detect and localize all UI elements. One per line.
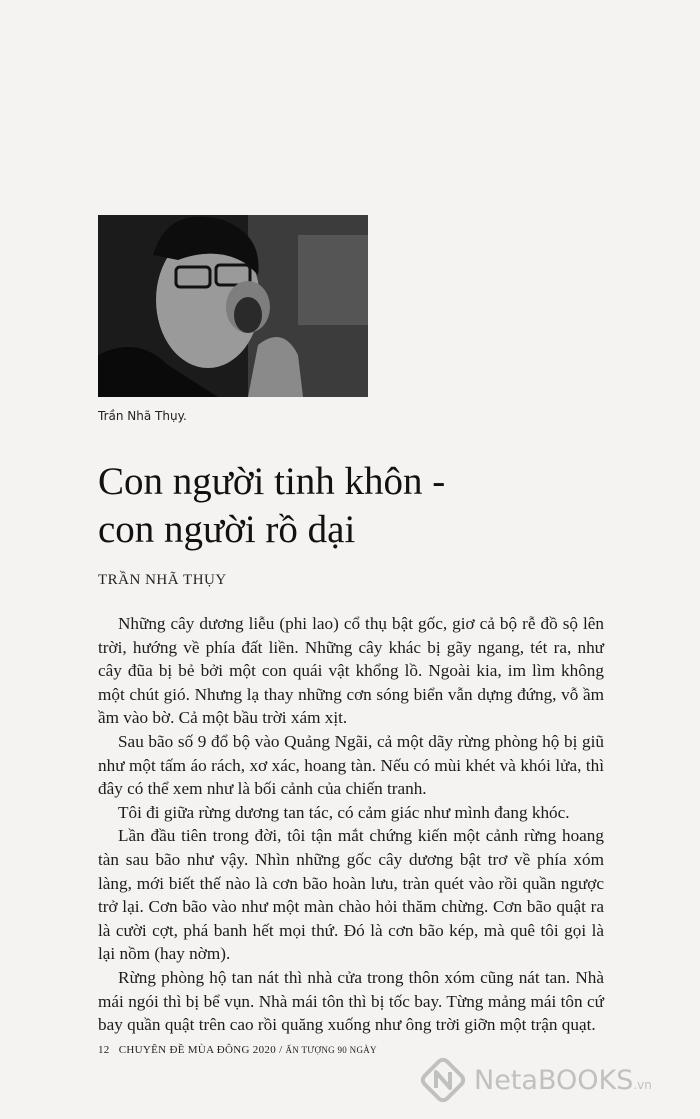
- author-byline: TRẦN NHÃ THỤY: [98, 572, 227, 588]
- paragraph: Lần đầu tiên trong đời, tôi tận mắt chứng kiến một cảnh rừng hoang tàn sau bão như vậy. Nhìn những gốc cây dương bật trơ về phía xóm làng, mới biết thế nào là cơn bão hoàn lưu, tràn quét vào rồi quần ngược trở lại. Cơn bão vào như một màn chào hỏi thăm chừng. Cơn bão quật ra là cười cợt, phá banh hết mọi thứ. Đó là cơn bão kép, mà quê tôi gọi là lại nồm (hay nờm).: [98, 826, 604, 964]
- article-body: [98, 612, 604, 1037]
- footer-separator: /: [279, 1044, 283, 1056]
- page-footer: [98, 1044, 377, 1056]
- publication-subtitle: ẤN TƯỢNG 90 NGÀY: [285, 1045, 377, 1055]
- paragraph: Những cây dương liễu (phi lao) cổ thụ bật gốc, giơ cả bộ rễ đồ sộ lên trời, hướng về phía đất liền. Những cây khác bị gãy ngang, tét ra, như cây đũa bị bẻ bởi một con quái vật khổng lồ. Ngoài kia, im lìm không một chút gió. Nhưng lạ thay những cơn sóng biển vẫn dựng đứng, vỗ ầm ầm vào bờ. Cả một bầu trời xám xịt.: [98, 614, 604, 728]
- netabooks-logo-icon: [418, 1055, 468, 1105]
- title-line-2: con người rồ dại: [98, 508, 356, 551]
- title-line-1: Con người tinh khôn -: [98, 460, 446, 503]
- article-title: [98, 458, 618, 554]
- photo-caption: Trần Nhã Thụy.: [98, 409, 187, 423]
- watermark-brand: NetaBOOKS: [474, 1064, 634, 1096]
- author-photo: [98, 215, 368, 397]
- watermark-text: [474, 1065, 652, 1096]
- publication-name: CHUYÊN ĐỀ MÙA ĐÔNG 2020: [118, 1044, 276, 1056]
- watermark-logo: [418, 1050, 688, 1110]
- page-number: 12: [98, 1044, 110, 1056]
- paragraph: Tôi đi giữa rừng dương tan tác, có cảm giác như mình đang khóc.: [118, 802, 570, 822]
- paragraph: Rừng phòng hộ tan nát thì nhà cửa trong thôn xóm cũng nát tan. Nhà mái ngói thì bị bể vụn. Nhà mái tôn thì bị tốc bay. Từng mảng mái tôn cứ bay quần quật trên cao rồi quăng xuống như ông trời giỡn một trận quạt.: [98, 967, 604, 1035]
- paragraph: Sau bão số 9 đổ bộ vào Quảng Ngãi, cả một dãy rừng phòng hộ bị giũ như một tấm áo rách, xơ xác, hoang tàn. Nếu có mùi khét và khói lửa, thì đây có thể xem như là bối cảnh của chiến tranh.: [98, 731, 604, 799]
- portrait-photo-icon: [98, 215, 368, 397]
- watermark-suffix: .vn: [633, 1077, 652, 1092]
